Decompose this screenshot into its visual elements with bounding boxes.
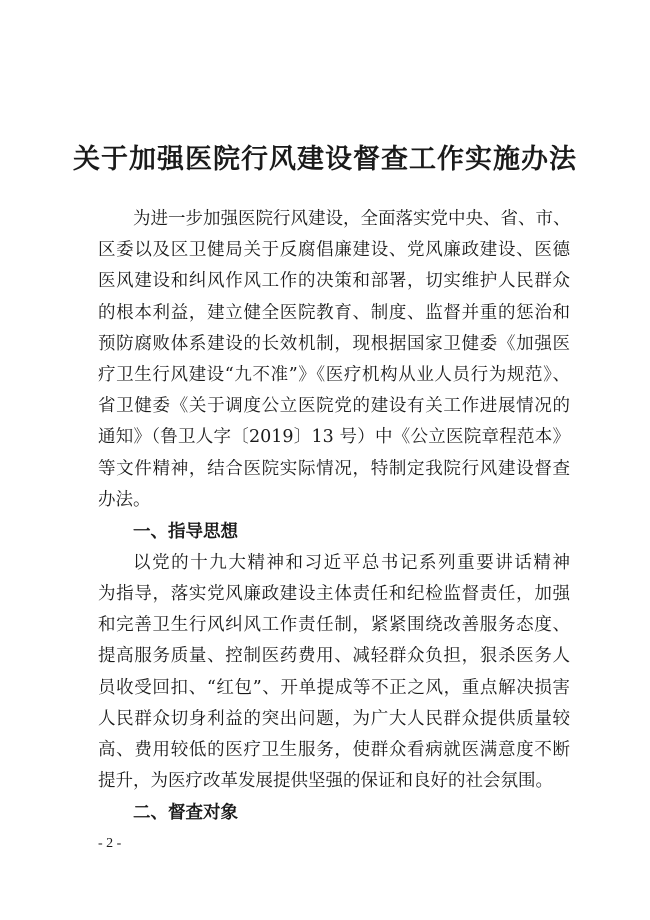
- paragraph-line: 人民群众切身利益的突出问题，为广大人民群众提供质量较: [98, 708, 570, 729]
- paragraph-line: 区委以及区卫健局关于反腐倡廉建设、党风廉政建设、医德: [98, 240, 570, 261]
- paragraph-line: 以党的十九大精神和习近平总书记系列重要讲话精神: [133, 552, 570, 573]
- paragraph-line: 提升，为医疗改革发展提供坚强的保证和良好的社会氛围。: [98, 771, 553, 792]
- paragraph-line: 的根本利益，建立健全医院教育、制度、监督并重的惩治和: [98, 302, 570, 323]
- paragraph-line: 疗卫生行风建设“九不准”》《医疗机构从业人员行为规范》、: [98, 364, 570, 385]
- paragraph-line: 高、费用较低的医疗卫生服务，使群众看病就医满意度不断: [98, 740, 570, 760]
- paragraph-line: 提高服务质量、控制医药费用、减轻群众负担，狠杀医务人: [98, 646, 570, 667]
- paragraph-line: 预防腐败体系建设的长效机制，现根据国家卫健委《加强医: [98, 333, 570, 354]
- paragraph-line: 办法。: [98, 489, 151, 510]
- section-heading-guiding-ideology: 一、指导思想: [133, 521, 238, 542]
- paragraph-line: 和完善卫生行风纠风工作责任制，紧紧围绕改善服务态度、: [98, 615, 570, 636]
- paragraph-line: 等文件精神，结合医院实际情况，特制定我院行风建设督查: [98, 458, 570, 479]
- section-heading-supervision-targets: 二、督查对象: [133, 803, 238, 824]
- paragraph-line: 员收受回扣、“红包”、开单提成等不正之风，重点解决损害: [98, 677, 570, 698]
- document-title: 关于加强医院行风建设督查工作实施办法: [73, 144, 577, 175]
- document-body: [98, 204, 570, 829]
- paragraph-line: 省卫健委《关于调度公立医院党的建设有关工作进展情况的: [98, 396, 570, 417]
- paragraph-line: 为指导，落实党风廉政建设主体责任和纪检监督责任，加强: [98, 584, 570, 605]
- paragraph-line: 医风建设和纠风作风工作的决策和部署，切实维护人民群众: [98, 271, 570, 292]
- page-number: - 2 -: [98, 836, 122, 851]
- paragraph-line: 为进一步加强医院行风建设，全面落实党中央、省、市、: [133, 209, 571, 229]
- paragraph-line: 通知》（鲁卫人字〔2019〕13 号）中《公立医院章程范本》: [98, 427, 570, 448]
